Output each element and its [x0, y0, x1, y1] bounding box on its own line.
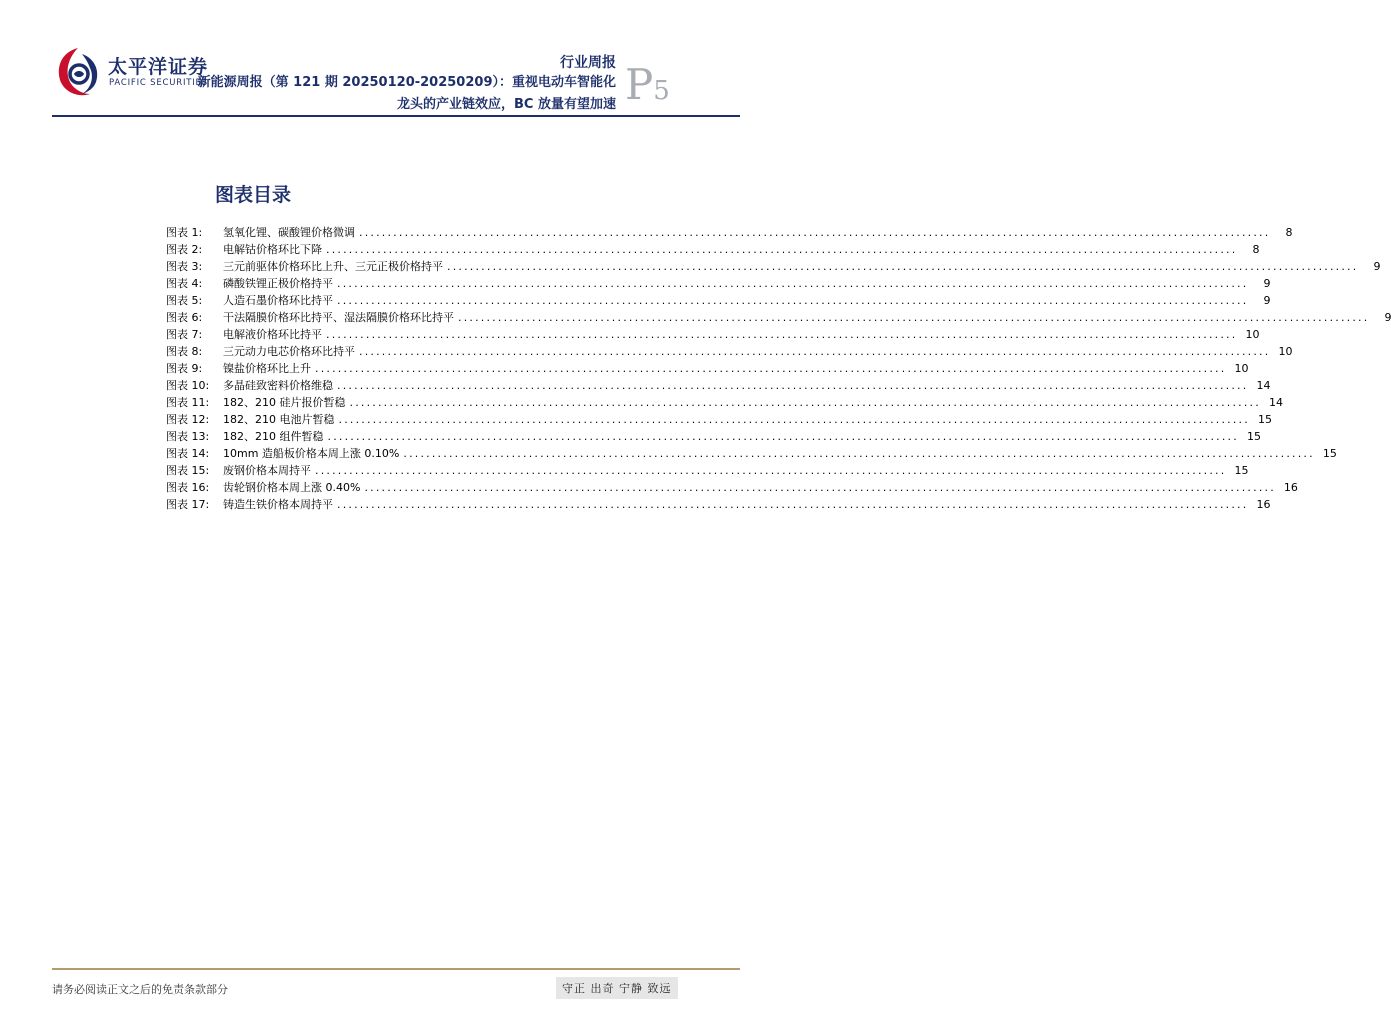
toc-leader-dots: ................................................................................................................................................................: [326, 328, 1238, 341]
toc-entry-label: 图表 2:: [166, 243, 203, 256]
toc-entry-page: 9: [1384, 311, 1391, 324]
toc-entry-label: 图表 7:: [166, 328, 203, 341]
toc-list: [166, 224, 1391, 513]
toc-leader-dots: ................................................................................................................................................................: [326, 243, 1238, 256]
company-logo: [52, 44, 212, 100]
toc-entry[interactable]: [166, 411, 1272, 428]
toc-leader-dots: ................................................................................................................................................................: [458, 311, 1370, 324]
toc-leader-dots: ................................................................................................................................................................: [337, 379, 1249, 392]
footer-motto: 守正 出奇 宁静 致远: [556, 977, 678, 999]
toc-entry[interactable]: [166, 241, 1260, 258]
toc-entry-text: 多晶硅致密料价格维稳: [223, 379, 333, 392]
toc-entry-label: 图表 9:: [166, 362, 203, 375]
page-letter: P: [625, 60, 654, 109]
toc-entry-page: 16: [1256, 498, 1271, 511]
toc-leader-dots: ................................................................................................................................................................: [364, 481, 1276, 494]
toc-leader-dots: ................................................................................................................................................................: [359, 345, 1271, 358]
toc-entry-label: 图表 14:: [166, 447, 210, 460]
toc-entry-text: 干法隔膜价格环比持平、湿法隔膜价格环比持平: [223, 311, 454, 324]
toc-entry-label: 图表 6:: [166, 311, 203, 324]
report-title: 新能源周报（第 121 期 20250120-20250209）：重视电动车智能化龙头的产业链效应，BC 放量有望加速: [197, 75, 616, 112]
toc-entry-label: 图表 11:: [166, 396, 210, 409]
toc-leader-dots: ................................................................................................................................................................: [315, 362, 1227, 375]
header-divider: [52, 115, 740, 117]
toc-entry-text: 182、210 硅片报价暂稳: [223, 396, 346, 409]
toc-entry[interactable]: [166, 292, 1271, 309]
toc-entry-label: 图表 1:: [166, 226, 203, 239]
toc-entry-text: 氢氧化锂、碳酸锂价格微调: [223, 226, 355, 239]
toc-entry[interactable]: [166, 428, 1261, 445]
toc-leader-dots: ................................................................................................................................................................: [337, 294, 1249, 307]
toc-entry-text: 齿轮钢价格本周上涨 0.40%: [223, 481, 361, 494]
toc-entry-label: 图表 4:: [166, 277, 203, 290]
toc-leader-dots: ................................................................................................................................................................: [338, 413, 1250, 426]
page-number: 5: [653, 76, 670, 106]
toc-entry-page: 14: [1256, 379, 1271, 392]
logo-english-name: PACIFIC SECURITIES: [109, 78, 208, 88]
toc-entry[interactable]: [166, 445, 1337, 462]
report-type: 行业周报: [560, 55, 616, 71]
logo-chinese-name: 太平洋证券: [108, 56, 209, 78]
toc-entry-label: 图表 8:: [166, 345, 203, 358]
toc-entry-label: 图表 13:: [166, 430, 210, 443]
toc-entry-page: 10: [1234, 362, 1249, 375]
toc-leader-dots: ................................................................................................................................................................: [359, 226, 1271, 239]
toc-entry-page: 8: [1285, 226, 1293, 239]
toc-entry-text: 电解钴价格环比下降: [223, 243, 322, 256]
toc-entry[interactable]: [166, 377, 1271, 394]
toc-entry[interactable]: [166, 343, 1293, 360]
toc-entry-page: 15: [1322, 447, 1337, 460]
toc-entry-page: 10: [1278, 345, 1293, 358]
toc-entry-label: 图表 5:: [166, 294, 203, 307]
toc-leader-dots: ................................................................................................................................................................: [447, 260, 1359, 273]
toc-entry[interactable]: [166, 224, 1293, 241]
toc-entry-text: 电解液价格环比持平: [223, 328, 322, 341]
toc-entry-page: 9: [1263, 294, 1271, 307]
toc-entry[interactable]: [166, 275, 1271, 292]
toc-entry-page: 9: [1373, 260, 1381, 273]
toc-entry-label: 图表 3:: [166, 260, 203, 273]
toc-title: 图表目录: [215, 184, 292, 206]
pacific-securities-logo-icon: [52, 44, 104, 100]
toc-entry[interactable]: [166, 309, 1391, 326]
toc-entry-page: 15: [1257, 413, 1272, 426]
toc-entry-text: 三元前驱体价格环比上升、三元正极价格持平: [223, 260, 443, 273]
page-mark: [625, 60, 670, 109]
toc-entry-label: 图表 17:: [166, 498, 210, 511]
toc-leader-dots: ................................................................................................................................................................: [349, 396, 1261, 409]
toc-entry-page: 8: [1252, 243, 1260, 256]
toc-leader-dots: ................................................................................................................................................................: [403, 447, 1315, 460]
footer-disclaimer: 请务必阅读正文之后的免责条款部分: [52, 983, 228, 996]
toc-entry-text: 人造石墨价格环比持平: [223, 294, 333, 307]
toc-leader-dots: ................................................................................................................................................................: [315, 464, 1227, 477]
toc-leader-dots: ................................................................................................................................................................: [327, 430, 1239, 443]
toc-entry-page: 16: [1283, 481, 1298, 494]
toc-entry-text: 镍盐价格环比上升: [223, 362, 311, 375]
toc-entry-page: 15: [1246, 430, 1261, 443]
toc-leader-dots: ................................................................................................................................................................: [337, 277, 1249, 290]
toc-entry-text: 铸造生铁价格本周持平: [223, 498, 333, 511]
toc-entry-label: 图表 15:: [166, 464, 210, 477]
toc-entry-page: 14: [1268, 396, 1283, 409]
toc-entry-text: 废钢价格本周持平: [223, 464, 311, 477]
toc-entry[interactable]: [166, 258, 1381, 275]
toc-entry-text: 磷酸铁锂正极价格持平: [223, 277, 333, 290]
toc-entry[interactable]: [166, 479, 1298, 496]
toc-entry-label: 图表 12:: [166, 413, 210, 426]
toc-entry-text: 10mm 造船板价格本周上涨 0.10%: [223, 447, 400, 460]
toc-entry[interactable]: [166, 462, 1249, 479]
toc-entry[interactable]: [166, 496, 1271, 513]
toc-entry[interactable]: [166, 326, 1260, 343]
toc-entry[interactable]: [166, 360, 1249, 377]
toc-entry-label: 图表 16:: [166, 481, 210, 494]
toc-entry-text: 三元动力电芯价格环比持平: [223, 345, 355, 358]
toc-entry[interactable]: [166, 394, 1283, 411]
toc-entry-page: 10: [1245, 328, 1260, 341]
toc-entry-text: 182、210 电池片暂稳: [223, 413, 335, 426]
toc-entry-page: 9: [1263, 277, 1271, 290]
footer-divider: [52, 968, 740, 970]
toc-entry-label: 图表 10:: [166, 379, 210, 392]
toc-leader-dots: ................................................................................................................................................................: [337, 498, 1249, 511]
toc-entry-text: 182、210 组件暂稳: [223, 430, 324, 443]
toc-entry-page: 15: [1234, 464, 1249, 477]
